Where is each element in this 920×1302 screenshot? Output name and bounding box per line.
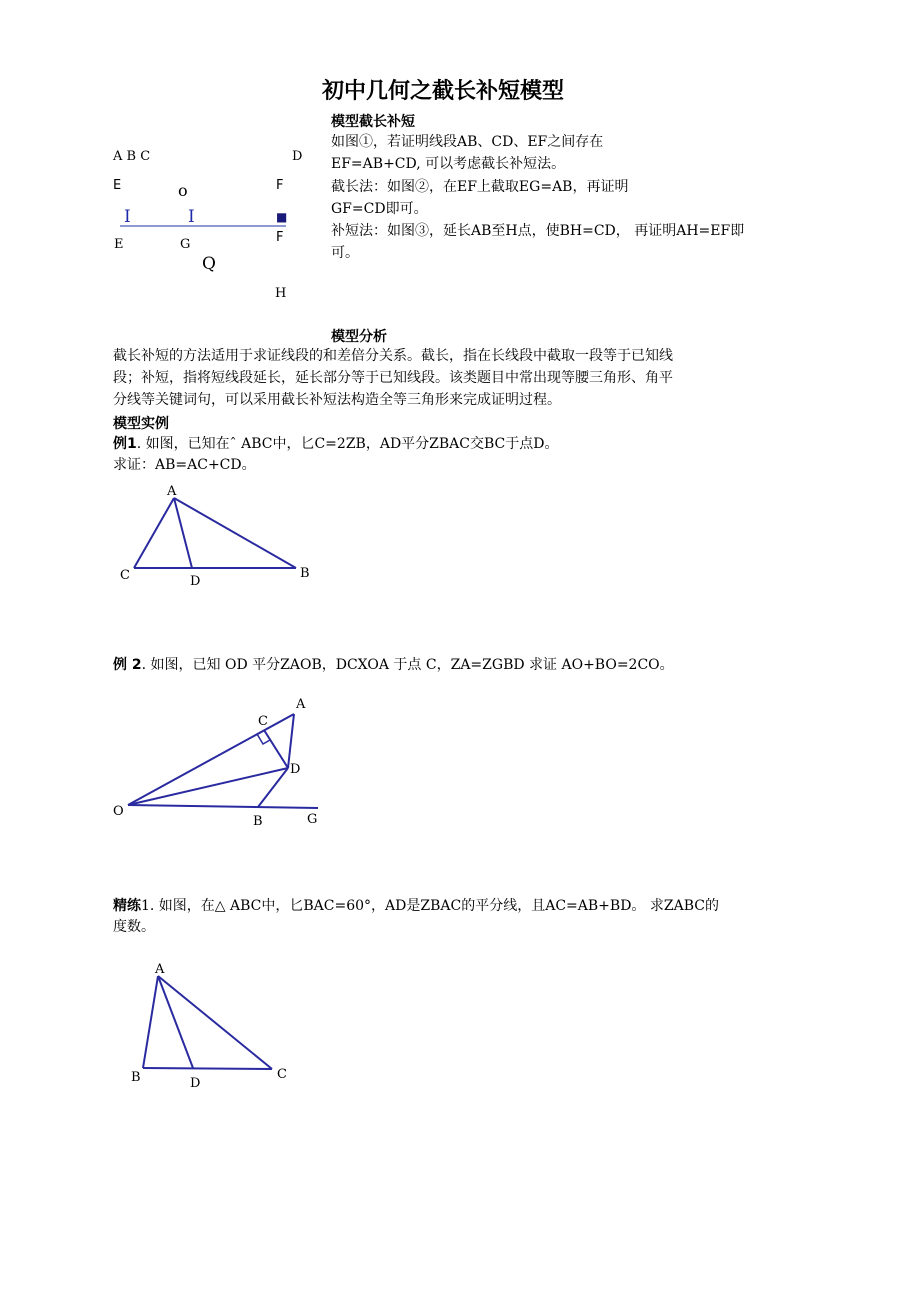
point-a: A xyxy=(155,962,165,977)
example-2-figure xyxy=(120,700,330,820)
intro-line: 可。 xyxy=(331,245,359,261)
practice-1-figure xyxy=(135,970,295,1080)
label-o: o xyxy=(178,181,188,200)
intro-line: EF=AB+CD, 可以考虑截长补短法。 xyxy=(331,156,566,172)
point-b: B xyxy=(253,814,263,829)
example-2-label: 例 2 xyxy=(113,657,142,673)
intro-line: GF=CD即可。 xyxy=(331,201,428,217)
point-d: D xyxy=(190,1076,201,1091)
point-a: A xyxy=(296,697,306,712)
point-d: D xyxy=(290,762,301,777)
practice-1-text: 1. 如图，在△ ABC中，匕BAC=60°，AD是ZBAC的平分线，且AC=AB+BD。 求ZABC的 xyxy=(141,898,719,914)
perpendicular-dc xyxy=(264,730,288,768)
example-1-text: . 如图，已知在ˆ ABC中，匕C=2ZB，AD平分ZBAC交BC于点D。 xyxy=(136,436,559,452)
intro-line: 补短法：如图③，延长AB至H点，使BH=CD， 再证明AH=EF即 xyxy=(331,223,745,239)
point-b: B xyxy=(300,566,310,581)
segment-line xyxy=(120,225,290,229)
analysis-line: 段；补短，指将短线段延长，延长部分等于已知线段。该类题目中常出现等腰三角形、角平 xyxy=(113,370,673,386)
example-1-label: 例1 xyxy=(113,436,137,452)
label-f: F xyxy=(276,178,284,193)
side-ab xyxy=(174,498,296,568)
example-1-statement xyxy=(113,434,559,455)
point-b: B xyxy=(131,1070,141,1085)
example-1-prove: 求证：AB=AC+CD。 xyxy=(113,457,256,473)
intro-line: 如图①，若证明线段AB、CD、EF之间存在 xyxy=(331,134,604,150)
segment-ad xyxy=(288,714,294,768)
label-i: I xyxy=(188,207,195,227)
intro-heading: 模型截长补短 xyxy=(331,114,415,130)
point-a: A xyxy=(167,484,177,499)
square-marker: ■ xyxy=(276,210,288,224)
label-d: D xyxy=(292,149,303,164)
point-c: C xyxy=(258,714,268,729)
label-f: F xyxy=(276,230,284,245)
example-2-statement xyxy=(113,655,674,676)
point-c: C xyxy=(277,1067,287,1082)
label-q: Q xyxy=(202,254,216,274)
point-c: C xyxy=(120,568,130,583)
label-e: E xyxy=(114,237,124,252)
practice-1-line-2: 度数。 xyxy=(113,919,155,935)
side-ab xyxy=(143,976,158,1068)
examples-heading: 模型实例 xyxy=(113,416,169,432)
analysis-line: 分线等关键词句，可以采用截长补短法构造全等三角形来完成证明过程。 xyxy=(113,392,561,408)
practice-1-label: 精练 xyxy=(113,898,141,914)
side-ac xyxy=(134,498,174,568)
example-1-figure xyxy=(110,488,310,588)
page-title: 初中几何之截长补短模型 xyxy=(322,79,565,104)
ray-og xyxy=(128,805,318,808)
label-g: G xyxy=(180,237,191,252)
label-i: I xyxy=(124,207,131,227)
practice-1-statement xyxy=(113,896,719,917)
analysis-line: 截长补短的方法适用于求证线段的和差倍分关系。截长，指在长线段中截取一段等于已知线 xyxy=(113,348,673,364)
intro-line: 截长法：如图②，在EF上截取EG=AB，再证明 xyxy=(331,179,629,195)
label-h: H xyxy=(275,286,287,301)
side-bc xyxy=(143,1068,272,1069)
point-g: G xyxy=(307,812,318,827)
point-o: O xyxy=(113,804,124,819)
bisector-ad xyxy=(174,498,192,568)
label-e: E xyxy=(113,178,122,193)
point-d: D xyxy=(190,574,201,589)
example-2-text: . 如图，已知 OD 平分ZAOB，DCXOA 于点 C，ZA=ZGBD 求证 AO+BO=2CO。 xyxy=(141,657,674,673)
label-abc: A B C xyxy=(113,149,151,164)
analysis-heading: 模型分析 xyxy=(331,329,387,345)
